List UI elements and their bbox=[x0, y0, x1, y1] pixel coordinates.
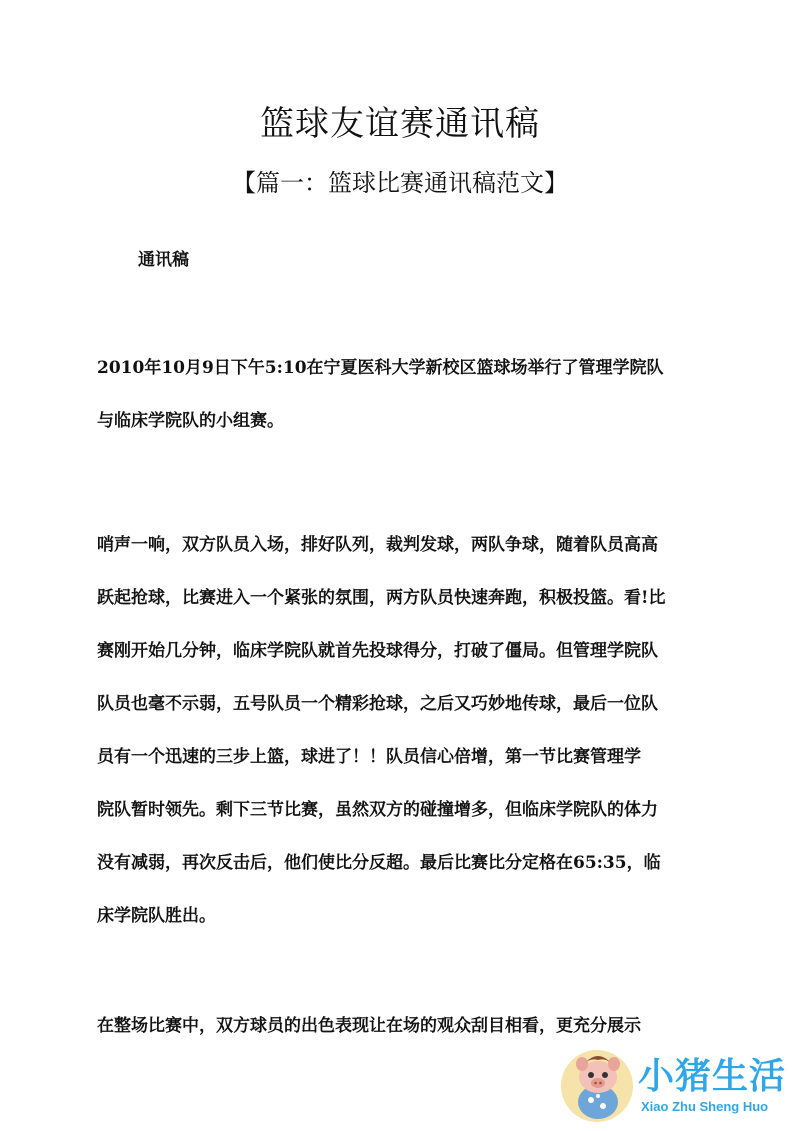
paragraph-2 bbox=[97, 519, 705, 943]
paragraph-line: 与临床学院队的小组赛。 bbox=[97, 411, 284, 431]
section-label: 通讯稿 bbox=[138, 250, 189, 270]
paragraph-line: 员有一个迅速的三步上篮，球进了！！队员信心倍增，第一节比赛管理学 bbox=[97, 747, 641, 767]
paragraph-line: 在整场比赛中，双方球员的出色表现让在场的观众刮目相看，更充分展示 bbox=[97, 1016, 641, 1036]
paragraph-line: 院队暂时领先。剩下三节比赛，虽然双方的碰撞增多，但临床学院队的体力 bbox=[97, 800, 658, 820]
document-title: 篮球友谊赛通讯稿 bbox=[260, 104, 540, 144]
watermark-title: 小猪生活 bbox=[638, 1056, 787, 1097]
paragraph-line: 床学院队胜出。 bbox=[97, 906, 216, 926]
paragraph-line: 哨声一响，双方队员入场，排好队列，裁判发球，两队争球，随着队员高高 bbox=[97, 535, 658, 555]
paragraph-line: 没有减弱，再次反击后，他们使比分反超。最后比赛比分定格在65:35，临 bbox=[97, 853, 661, 873]
paragraph-line: 2010年10月9日下午5:10在宁夏医科大学新校区篮球场举行了管理学院队 bbox=[97, 358, 664, 378]
paragraph-1 bbox=[97, 342, 705, 448]
watermark-logo bbox=[560, 1046, 800, 1128]
watermark-subtitle: Xiao Zhu Sheng Huo bbox=[641, 1099, 769, 1114]
document-subtitle: 【篇一：篮球比赛通讯稿范文】 bbox=[232, 169, 568, 197]
paragraph-line: 队员也毫不示弱，五号队员一个精彩抢球，之后又巧妙地传球，最后一位队 bbox=[97, 694, 658, 714]
pig-mascot-icon bbox=[560, 1046, 634, 1124]
paragraph-line: 跃起抢球，比赛进入一个紧张的氛围，两方队员快速奔跑，积极投篮。看!比 bbox=[97, 588, 666, 608]
paragraph-line: 赛刚开始几分钟，临床学院队就首先投球得分，打破了僵局。但管理学院队 bbox=[97, 641, 658, 661]
